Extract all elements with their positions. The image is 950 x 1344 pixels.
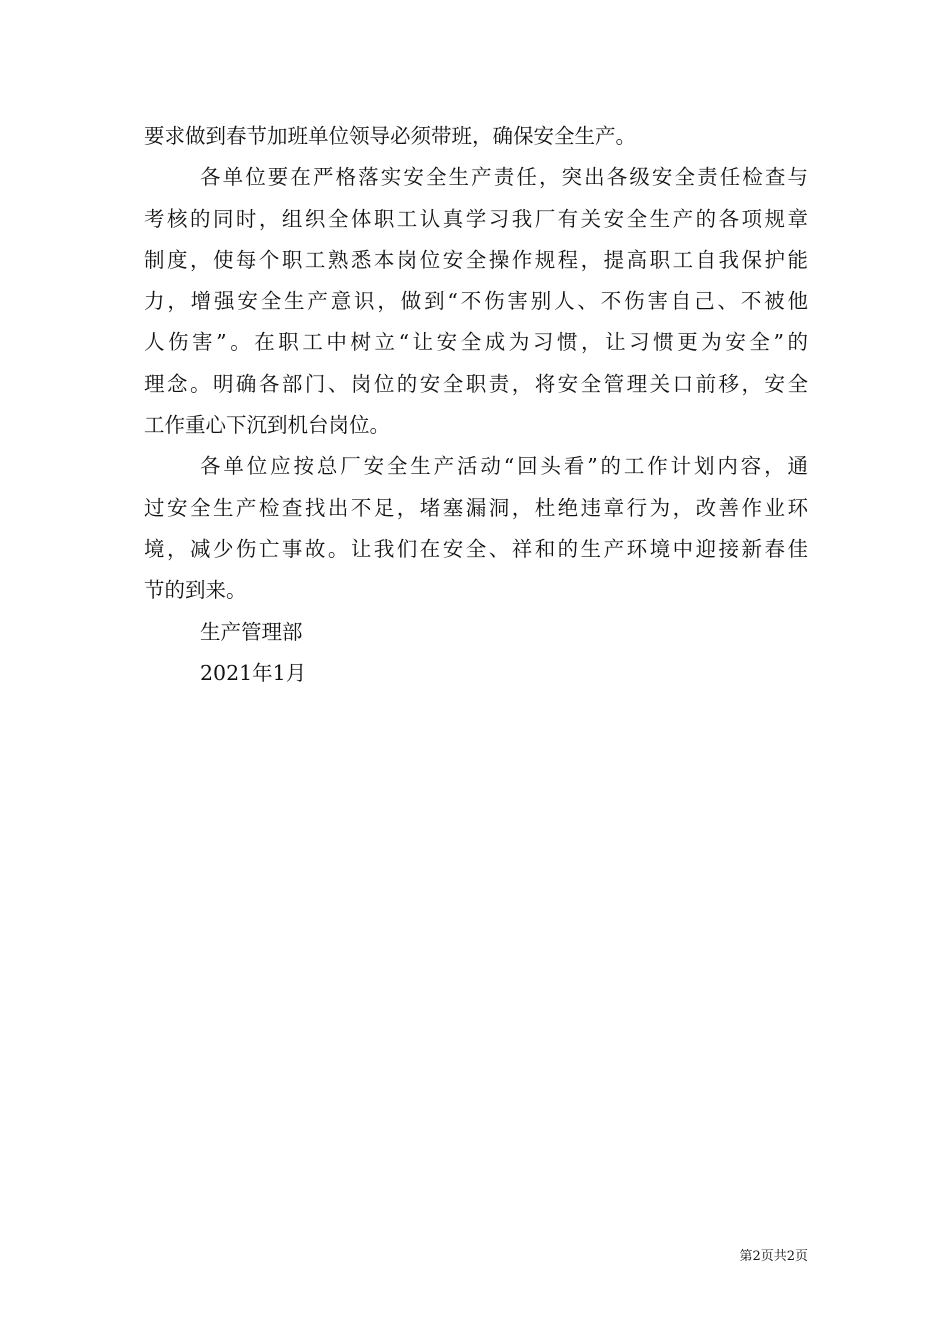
text-line: 过安全生产检查找出不足，堵塞漏洞，杜绝违章行为，改善作业环 bbox=[144, 495, 808, 520]
text-line: 人伤害”。在职工中树立“让安全成为习惯，让习惯更为安全”的 bbox=[144, 330, 808, 355]
text-line: 要求做到春节加班单位领导必须带班，确保安全生产。 bbox=[144, 124, 636, 148]
text-line: 各单位应按总厂安全生产活动“回头看”的工作计划内容，通 bbox=[200, 454, 808, 479]
text-line: 各单位要在严格落实安全生产责任，突出各级安全责任检查与 bbox=[200, 165, 808, 190]
text-line: 制度，使每个职工熟悉本岗位安全操作规程，提高职工自我保护能 bbox=[144, 247, 808, 272]
text-line: 生产管理部 bbox=[200, 619, 303, 644]
text-line: 力，增强安全生产意识，做到“不伤害别人、不伤害自己、不被他 bbox=[144, 289, 808, 314]
text-line: 工作重心下沉到机台岗位。 bbox=[144, 413, 390, 438]
text-line: 2021年1月 bbox=[200, 660, 307, 685]
text-line: 理念。明确各部门、岗位的安全职责，将安全管理关口前移，安全 bbox=[144, 371, 808, 396]
document-body bbox=[144, 116, 808, 694]
text-line: 考核的同时，组织全体职工认真学习我厂有关安全生产的各项规章 bbox=[144, 206, 808, 231]
text-line: 境，减少伤亡事故。让我们在安全、祥和的生产环境中迎接新春佳 bbox=[144, 536, 808, 561]
text-line: 节的到来。 bbox=[144, 578, 247, 603]
page-footer: 第2页共2页 bbox=[739, 1249, 808, 1264]
